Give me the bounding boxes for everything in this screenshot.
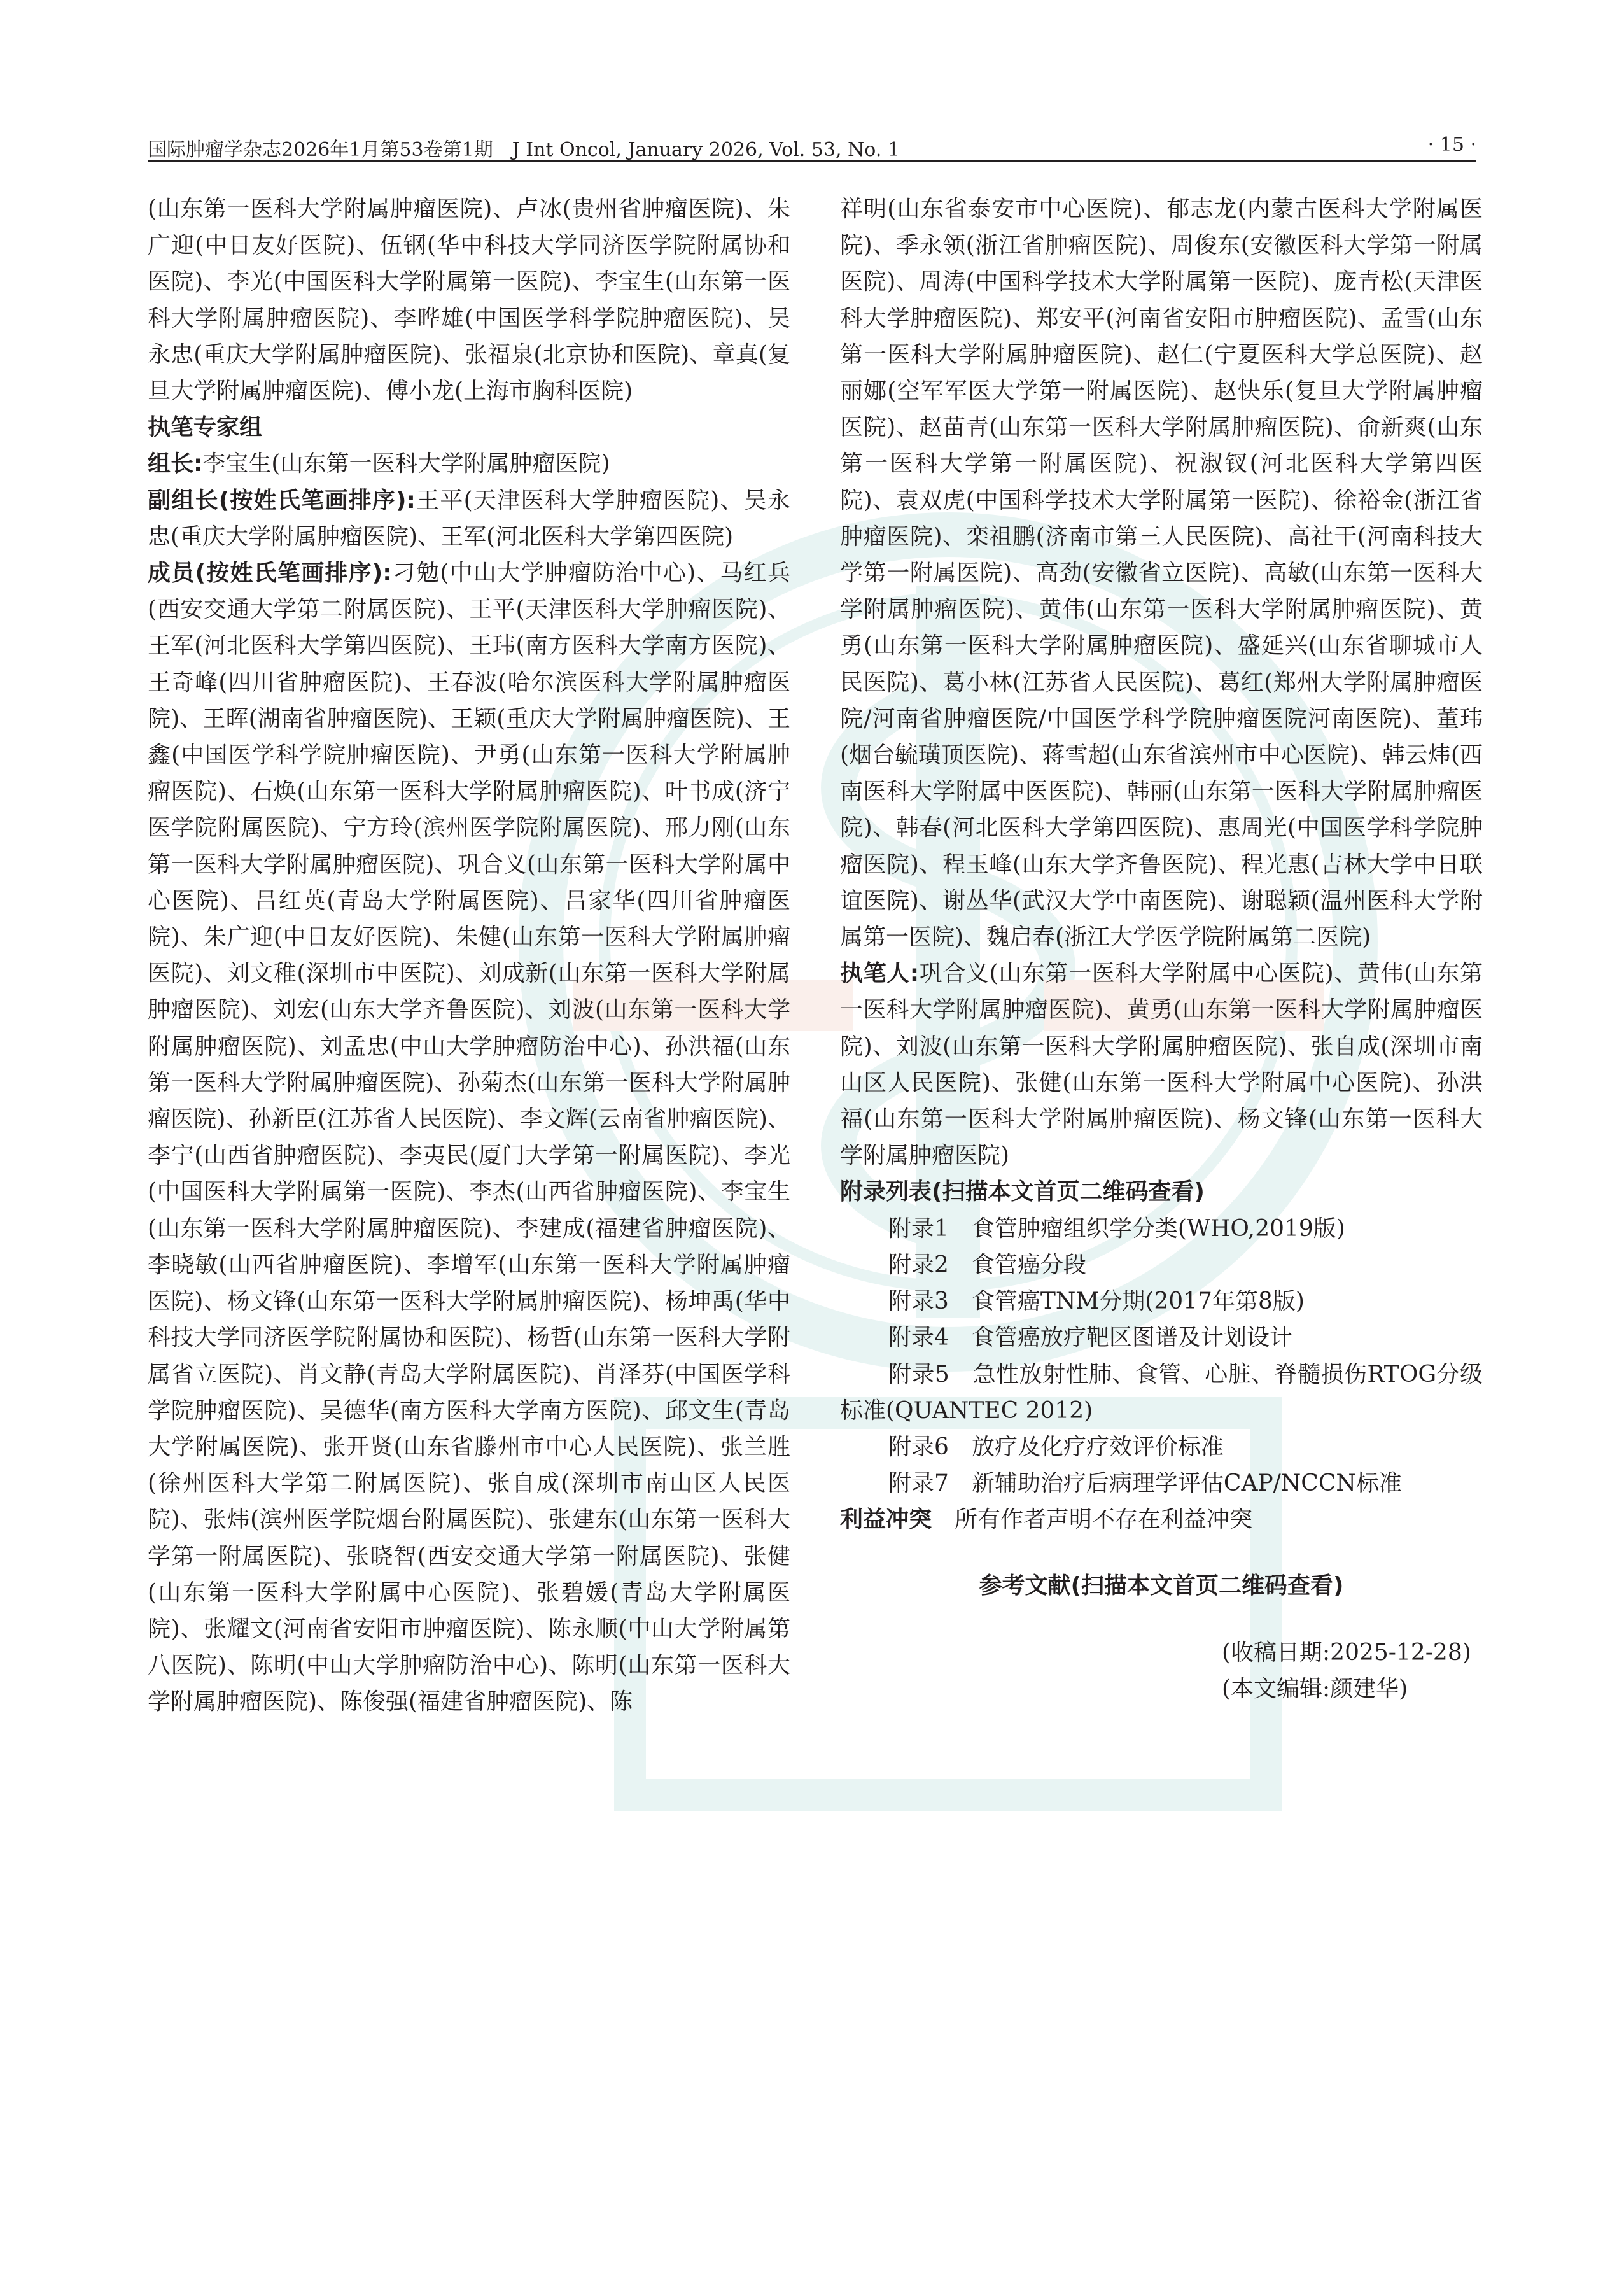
deputy-paragraph: [148, 482, 790, 555]
appendix-list: [840, 1211, 1483, 1502]
deputy-label: 副组长(按姓氏笔画排序):: [148, 487, 416, 514]
writing-group-heading: 执笔专家组: [148, 414, 263, 441]
conflict-paragraph: [840, 1501, 1483, 1538]
members-text: 刁勉(中山大学肿瘤防治中心)、马红兵(西安交通大学第二附属医院)、王平(天津医科大学肿瘤医院)、王军(河北医科大学第四医院)、王玮(南方医科大学南方医院)、王奇峰(四川省肿瘤医院)、王春波(哈尔滨医科大学附属肿瘤医院)、王晖(湖南省肿瘤医院)、王颖(重庆大学附属肿瘤医院)、王鑫(中国医学科学院肿瘤医院)、尹勇(山东第一医科大学附属肿瘤医院)、石焕(山东第一医科大学附属肿瘤医院)、叶书成(济宁医学院附属医院)、宁方玲(滨州医学院附属医院)、邢力刚(山东第一医科大学附属肿瘤医院)、巩合义(山东第一医科大学附属中心医院)、吕红英(青岛大学附属医院)、吕家华(四川省肿瘤医院)、朱广迎(中日友好医院)、朱健(山东第一医科大学附属肿瘤医院)、刘文稚(深圳市中医院)、刘成新(山东第一医科大学附属肿瘤医院)、刘宏(山东大学齐鲁医院)、刘波(山东第一医科大学附属肿瘤医院)、刘孟忠(中山大学肿瘤防治中心)、孙洪福(山东第一医科大学附属肿瘤医院)、孙菊杰(山东第一医科大学附属肿瘤医院)、孙新臣(江苏省人民医院)、李文辉(云南省肿瘤医院)、李宁(山西省肿瘤医院)、李夷民(厦门大学第一附属医院)、李光(中国医科大学附属第一医院)、李杰(山西省肿瘤医院)、李宝生(山东第一医科大学附属肿瘤医院)、李建成(福建省肿瘤医院)、李晓敏(山西省肿瘤医院)、李增军(山东第一医科大学附属肿瘤医院)、杨文锋(山东第一医科大学附属肿瘤医院)、杨坤禹(华中科技大学同济医学院附属协和医院)、杨哲(山东第一医科大学附属省立医院)、肖文静(青岛大学附属医院)、肖泽芬(中国医学科学院肿瘤医院)、吴德华(南方医科大学南方医院)、邱文生(青岛大学附属医院)、张开贤(山东省滕州市中心人民医院)、张兰胜(徐州医科大学第二附属医院)、张自成(深圳市南山区人民医院)、张炜(滨州医学院烟台附属医院)、张建东(山东第一医科大学第一附属医院)、张晓智(西安交通大学第一附属医院)、张健(山东第一医科大学附属中心医院)、张碧媛(青岛大学附属医院)、张耀文(河南省安阳市肿瘤医院)、陈永顺(中山大学附属第八医院)、陈明(中山大学肿瘤防治中心)、陈明(山东第一医科大学附属肿瘤医院)、陈俊强(福建省肿瘤医院)、陈: [148, 560, 791, 1715]
appendix-item: 附录1 食管肿瘤组织学分类(WHO,2019版): [888, 1215, 1345, 1242]
committee-list-continued: (山东第一医科大学附属肿瘤医院)、卢冰(贵州省肿瘤医院)、朱广迎(中日友好医院)、伍钢(华中科技大学同济医学院附属协和医院)、李光(中国医科大学附属第一医院)、李宝生(山东第一医科大学附属肿瘤医院)、李晔雄(中国医学科学院肿瘤医院)、吴永忠(重庆大学附属肿瘤医院)、张福泉(北京协和医院)、章真(复旦大学附属肿瘤医院)、傅小龙(上海市胸科医院): [148, 196, 790, 405]
running-header: [148, 132, 1476, 162]
right-column: [840, 191, 1483, 1707]
leader-text: 李宝生(山东第一医科大学附属肿瘤医院): [202, 451, 610, 477]
writers-paragraph: [840, 955, 1483, 1174]
writers-label: 执笔人:: [840, 960, 920, 987]
leader-paragraph: [148, 446, 790, 482]
page-number: · 15 ·: [1427, 134, 1476, 156]
conflict-text: 所有作者声明不存在利益冲突: [955, 1507, 1253, 1533]
appendix-item: 附录3 食管癌TNM分期(2017年第8版): [888, 1288, 1305, 1315]
editor-credit: (本文编辑:颜建华): [1222, 1675, 1408, 1702]
appendix-item: 附录5 急性放射性肺、食管、心脏、脊髓损伤RTOG分级标准(QUANTEC 2012): [840, 1361, 1483, 1424]
writers-text: 巩合义(山东第一医科大学附属中心医院)、黄伟(山东第一医科大学附属肿瘤医院)、黄勇(山东第一医科大学附属肿瘤医院)、刘波(山东第一医科大学附属肿瘤医院)、张自成(深圳市南山区人民医院)、张健(山东第一医科大学附属中心医院)、孙洪福(山东第一医科大学附属肿瘤医院)、杨文锋(山东第一医科大学附属肿瘤医院): [840, 960, 1483, 1169]
conflict-label: 利益冲突: [840, 1507, 932, 1533]
members-label: 成员(按姓氏笔画排序):: [148, 560, 392, 587]
received-date: (收稿日期:2025-12-28): [1222, 1639, 1471, 1666]
appendix-item: 附录4 食管癌放疗靶区图谱及计划设计: [888, 1325, 1292, 1351]
references-heading: 参考文献(扫描本文首页二维码查看): [979, 1572, 1344, 1599]
appendix-item: 附录2 食管癌分段: [888, 1251, 1086, 1278]
leader-label: 组长:: [148, 451, 203, 477]
deputy-text: 王平(天津医科大学肿瘤医院)、吴永忠(重庆大学附属肿瘤医院)、王军(河北医科大学第四医院): [148, 487, 790, 550]
article-dates: [840, 1635, 1483, 1707]
appendix-item: 附录6 放疗及化疗疗效评价标准: [888, 1433, 1224, 1460]
members-continued: 祥明(山东省泰安市中心医院)、郁志龙(内蒙古医科大学附属医院)、季永领(浙江省肿瘤医院)、周俊东(安徽医科大学第一附属医院)、周涛(中国科学技术大学附属第一医院)、庞青松(天津医科大学肿瘤医院)、郑安平(河南省安阳市肿瘤医院)、孟雪(山东第一医科大学附属肿瘤医院)、赵仁(宁夏医科大学总医院)、赵丽娜(空军军医大学第一附属医院)、赵快乐(复旦大学附属肿瘤医院)、赵苗青(山东第一医科大学附属肿瘤医院)、俞新爽(山东第一医科大学第一附属医院)、祝淑钗(河北医科大学第四医院)、袁双虎(中国科学技术大学附属第一医院)、徐裕金(浙江省肿瘤医院)、栾祖鹏(济南市第三人民医院)、高社干(河南科技大学第一附属医院)、高劲(安徽省立医院)、高敏(山东第一医科大学附属肿瘤医院)、黄伟(山东第一医科大学附属肿瘤医院)、黄勇(山东第一医科大学附属肿瘤医院)、盛延兴(山东省聊城市人民医院)、葛小林(江苏省人民医院)、葛红(郑州大学附属肿瘤医院/河南省肿瘤医院/中国医学科学院肿瘤医院河南医院)、董玮(烟台毓璜顶医院)、蒋雪超(山东省滨州市中心医院)、韩云炜(西南医科大学附属中医医院)、韩丽(山东第一医科大学附属肿瘤医院)、韩春(河北医科大学第四医院)、惠周光(中国医学科学院肿瘤医院)、程玉峰(山东大学齐鲁医院)、程光惠(吉林大学中日联谊医院)、谢丛华(武汉大学中南医院)、谢聪颖(温州医科大学附属第一医院)、魏启春(浙江大学医学院附属第二医院): [840, 196, 1483, 951]
journal-citation: 国际肿瘤学杂志2026年1月第53卷第1期 J Int Oncol, January 2026, Vol. 53, No. 1: [148, 139, 900, 161]
appendix-heading: 附录列表(扫描本文首页二维码查看): [840, 1179, 1205, 1206]
members-paragraph: [148, 555, 790, 1720]
appendix-item: 附录7 新辅助治疗后病理学评估CAP/NCCN标准: [888, 1470, 1402, 1497]
left-column: [148, 191, 790, 1720]
